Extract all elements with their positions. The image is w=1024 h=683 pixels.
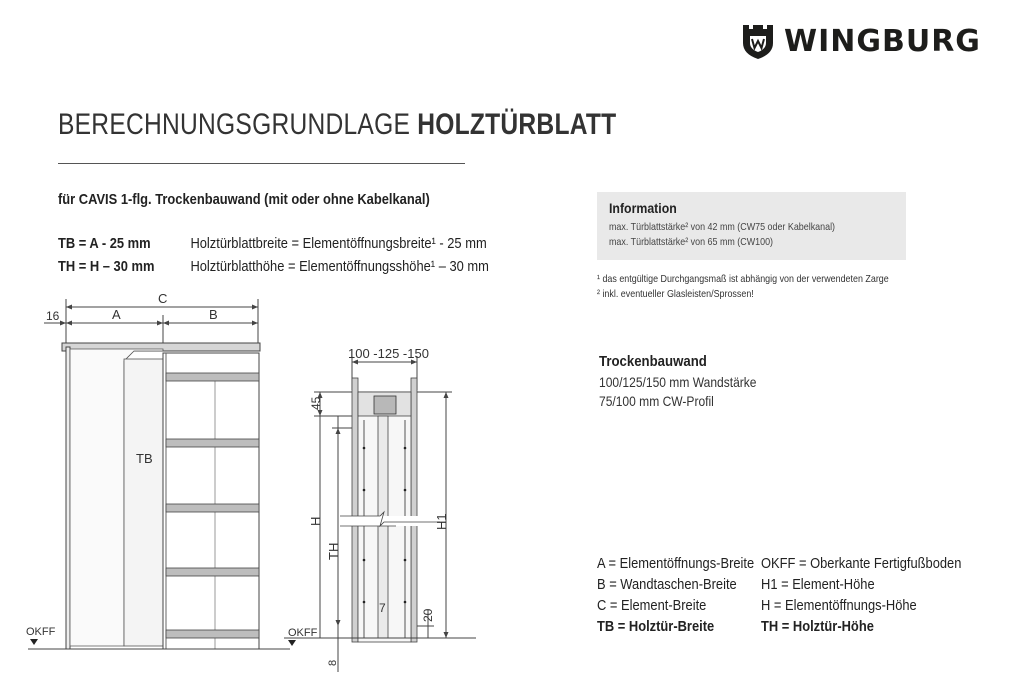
wall-line: 75/100 mm CW-Profil	[599, 393, 714, 409]
dim-45-label: 45	[309, 396, 323, 410]
legend-item: H1 = Element-Höhe	[761, 576, 875, 593]
legend-item: A = Elementöffnungs-Breite	[597, 555, 755, 572]
okff-label: OKFF	[288, 627, 318, 639]
dim-tb-label: TB	[136, 451, 153, 466]
legend-item: TB = Holztür-Breite	[597, 618, 715, 635]
dim-th-label: TH	[326, 542, 341, 560]
brand-logo	[740, 22, 981, 60]
formula-tb	[58, 235, 487, 252]
wall-heading: Trockenbauwand	[599, 353, 707, 370]
dim-h-label: H	[308, 516, 323, 526]
legend-item: TH = Holztür-Höhe	[761, 618, 874, 635]
front-elevation-drawing	[0, 285, 300, 680]
footnote: ² inkl. eventueller Glasleisten/Sprossen!	[597, 288, 754, 300]
legend-item: H = Elementöffnungs-Höhe	[761, 597, 917, 614]
legend-item: OKFF = Oberkante Fertigfußboden	[761, 555, 962, 572]
title-divider	[58, 163, 465, 164]
info-heading: Information	[609, 200, 677, 216]
okff-label: OKFF	[26, 626, 56, 638]
info-line: max. Türblattstärke² von 65 mm (CW100)	[609, 236, 774, 248]
legend-item: B = Wandtaschen-Breite	[597, 576, 737, 593]
dim-7-label: 7	[379, 601, 386, 615]
info-line: max. Türblattstärke² von 42 mm (CW75 oder Kabelkanal)	[609, 221, 836, 233]
formula-text: Holztürblatthöhe = Elementöffnungsshöhe¹ – 30 mm	[190, 258, 489, 275]
dim-a-label: A	[112, 307, 121, 322]
page-title	[58, 108, 616, 142]
formula-code: TH = H – 30 mm	[58, 258, 155, 275]
dim-width-label: 100 -125 -150	[348, 346, 429, 361]
formula-th	[58, 258, 489, 275]
formula-code: TB = A - 25 mm	[58, 235, 151, 252]
title-light: BERECHNUNGSGRUNDLAGE	[58, 108, 418, 141]
brand-name: WINGBURG	[784, 23, 981, 59]
castle-shield-icon	[740, 22, 776, 60]
subtitle: für CAVIS 1-flg. Trockenbauwand (mit oder ohne Kabelkanal)	[58, 191, 430, 208]
dim-16-label: 16	[46, 309, 60, 323]
title-bold: HOLZTÜRBLATT	[417, 108, 617, 141]
dim-b-label: B	[209, 307, 218, 322]
dim-8-label: 8	[327, 659, 339, 666]
dim-20-label: 20	[421, 608, 435, 622]
footnote: ¹ das entgültige Durchgangsmaß ist abhängig von der verwendeten Zarge	[597, 273, 889, 285]
dim-h1-label: H1	[434, 513, 449, 530]
wall-line: 100/125/150 mm Wandstärke	[599, 374, 757, 390]
formula-text: Holztürblattbreite = Elementöffnungsbreite¹ - 25 mm	[190, 235, 487, 252]
legend-item: C = Element-Breite	[597, 597, 707, 614]
section-drawing	[280, 340, 480, 682]
dim-c-label: C	[158, 291, 168, 306]
